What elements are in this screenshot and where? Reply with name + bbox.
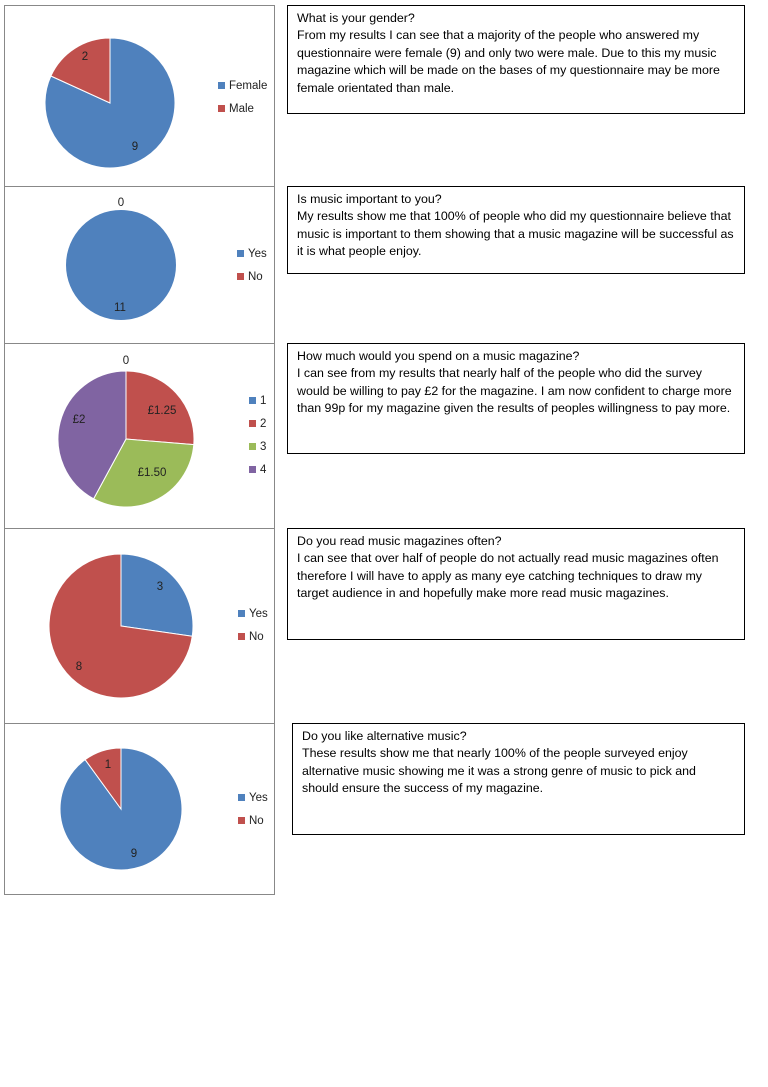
answer-text: I can see from my results that nearly half of the people who did the survey would be willing to pay £2 for the magazine. I am now confident to charge more than 99p for my magazine given the results of peoples willingness to pay more. — [297, 366, 732, 416]
legend-swatch — [218, 105, 225, 112]
legend-label: Male — [229, 103, 254, 116]
legend-label: No — [249, 815, 264, 828]
answer-text: My results show me that 100% of people who did my questionnaire believe that music is important to them showing that a music magazine will be successful as it is what people enjoy. — [297, 209, 734, 259]
legend-swatch — [249, 420, 256, 427]
data-label: 0 — [117, 197, 125, 210]
data-label: 11 — [114, 302, 126, 315]
legend-label: 1 — [260, 395, 267, 408]
answer-text: From my results I can see that a majority of the people who answered my questionnaire were female (9) and only two were male. Due to this my music magazine which will be made on the bases of my questionnaire may be more female orientated than male. — [297, 28, 720, 95]
legend-label: Yes — [248, 248, 267, 261]
data-label: £2 — [72, 414, 86, 427]
legend-swatch — [238, 794, 245, 801]
question-heading: What is your gender? — [297, 11, 415, 25]
answer-text: These results show me that nearly 100% of the people surveyed enjoy alternative music showing me it was a strong genre of music to pick and should ensure the success of my magazine. — [302, 746, 696, 796]
chart-panel-alternative-music — [4, 723, 275, 895]
data-label: £1.25 — [147, 405, 177, 418]
data-label: 0 — [122, 355, 130, 368]
legend-label: 4 — [260, 464, 267, 477]
legend-swatch — [238, 633, 245, 640]
question-heading: Is music important to you? — [297, 192, 442, 206]
legend-swatch — [237, 273, 244, 280]
text-box-read-magazines — [287, 528, 745, 640]
pie-slice-yes — [121, 554, 193, 636]
legend-swatch — [249, 443, 256, 450]
legend-label: No — [248, 271, 263, 284]
question-heading: Do you read music magazines often? — [297, 534, 502, 548]
data-label: 1 — [104, 759, 112, 772]
question-heading: How much would you spend on a music magazine? — [297, 349, 580, 363]
data-label: 3 — [156, 581, 164, 594]
read-magazines-pie-chart — [5, 529, 274, 723]
chart-panel-spend — [4, 343, 275, 529]
chart-panel-read-magazines — [4, 528, 275, 724]
answer-text: I can see that over half of people do not actually read music magazines often therefore I will have to apply as many eye catching techniques to draw my target audience in and hopefully make more read music magazines. — [297, 551, 719, 601]
text-box-gender — [287, 5, 745, 114]
legend-swatch — [237, 250, 244, 257]
legend-label: Yes — [249, 608, 268, 621]
alternative-music-pie-chart — [5, 724, 274, 894]
legend-label: No — [249, 631, 264, 644]
data-label: 2 — [81, 51, 89, 64]
gender-pie-chart — [5, 6, 274, 186]
legend-swatch — [238, 817, 245, 824]
data-label: 9 — [131, 141, 139, 154]
legend-swatch — [218, 82, 225, 89]
text-box-music-important — [287, 186, 745, 274]
text-box-spend — [287, 343, 745, 454]
legend-label: 2 — [260, 418, 267, 431]
text-box-alternative-music — [292, 723, 745, 835]
data-label: £1.50 — [137, 467, 167, 480]
legend-label: Female — [229, 80, 268, 93]
music-important-pie-chart — [5, 187, 274, 343]
data-label: 9 — [130, 848, 138, 861]
legend-label: Yes — [249, 792, 268, 805]
chart-panel-gender — [4, 5, 275, 187]
chart-panel-music-important — [4, 186, 275, 344]
legend-swatch — [238, 610, 245, 617]
legend-swatch — [249, 397, 256, 404]
question-heading: Do you like alternative music? — [302, 729, 467, 743]
data-label: 8 — [75, 661, 83, 674]
legend-swatch — [249, 466, 256, 473]
legend-label: 3 — [260, 441, 267, 454]
spend-pie-chart — [5, 344, 274, 528]
